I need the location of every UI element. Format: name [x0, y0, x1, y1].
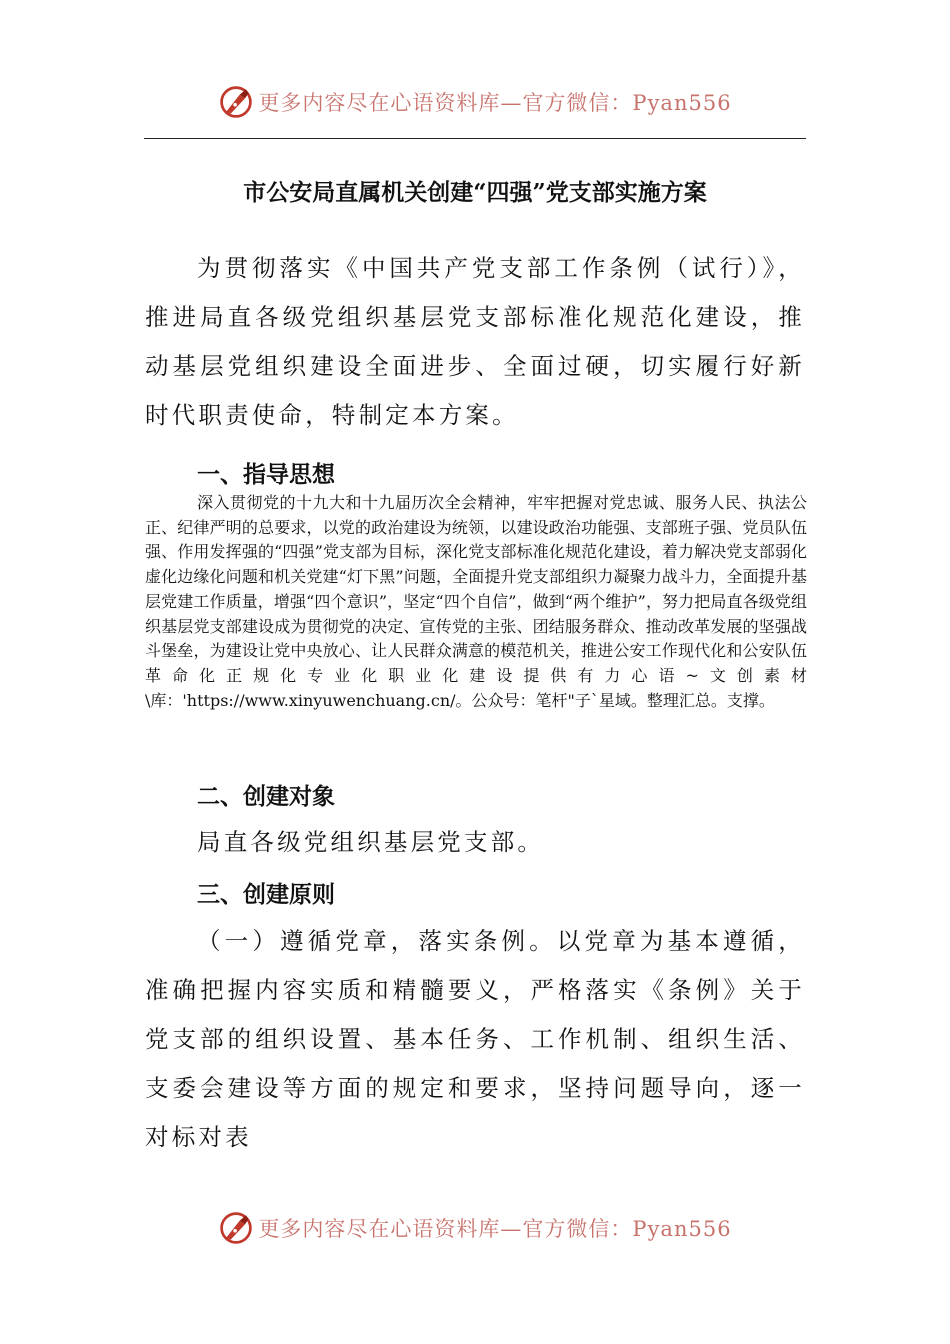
document-title: 市公安局直属机关创建“四强”党支部实施方案	[243, 179, 707, 206]
section1-body: 深入贯彻党的十九大和十九届历次全会精神，牢牢把握对党忠诚、服务人民、执法公正、纪律严明的总要求，以党的政治建设为统领，以建设政治功能强、支部班子强、党员队伍强、作用发挥强的“四强”党支部为目标，深化党支部标准化规范化建设，着力解决党支部弱化虚化边缘化问题和机关党建“灯下黑”问题，全面提升党支部组织力凝聚力战斗力，全面提升基层党建工作质量，增强“四个意识”，坚定“四个自信”，做到“两个维护”，努力把局直各级党组织基层党支部建设成为贯彻党的决定、宣传党的主张、团结服务群众、推动改革发展的坚强战斗堡垒，为建设让党中央放心、让人民群众满意的模范机关，推进公安工作现代化和公安队伍革命化正规化专业化职业化建设提供有力心语~文创素材\库：'https://www.xinyuwenchuang.cn/。公众号：笔杆"子`星域。整理汇总。支撑。	[145, 493, 807, 710]
banner-text: 更多内容尽在心语资料库—官方微信：Pyan556	[258, 91, 732, 115]
header-divider	[144, 138, 806, 139]
footer-banner	[0, 1206, 950, 1250]
banner-text: 更多内容尽在心语资料库—官方微信：Pyan556	[258, 1217, 732, 1241]
section2-body: 局直各级党组织基层党支部。	[197, 828, 545, 856]
intro-paragraph: 为贯彻落实《中国共产党支部工作条例（试行）》，推进局直各级党组织基层党支部标准化规范化建设，推动基层党组织建设全面进步、全面过硬，切实履行好新时代职责使命，特制定本方案。	[145, 254, 805, 429]
section3-body: （一）遵循党章，落实条例。以党章为基本遵循，准确把握内容实质和精髓要义，严格落实《条例》关于党支部的组织设置、基本任务、工作机制、组织生活、支委会建设等方面的规定和要求，坚持问题导向，逐一对标对表	[145, 927, 805, 1151]
pen-nib-logo-icon	[218, 1210, 254, 1246]
pen-nib-logo-icon	[218, 84, 254, 120]
section3-heading: 三、创建原则	[197, 882, 335, 908]
header-banner	[0, 80, 950, 124]
section2-heading: 二、创建对象	[197, 784, 335, 810]
section1-heading: 一、指导思想	[197, 462, 335, 488]
